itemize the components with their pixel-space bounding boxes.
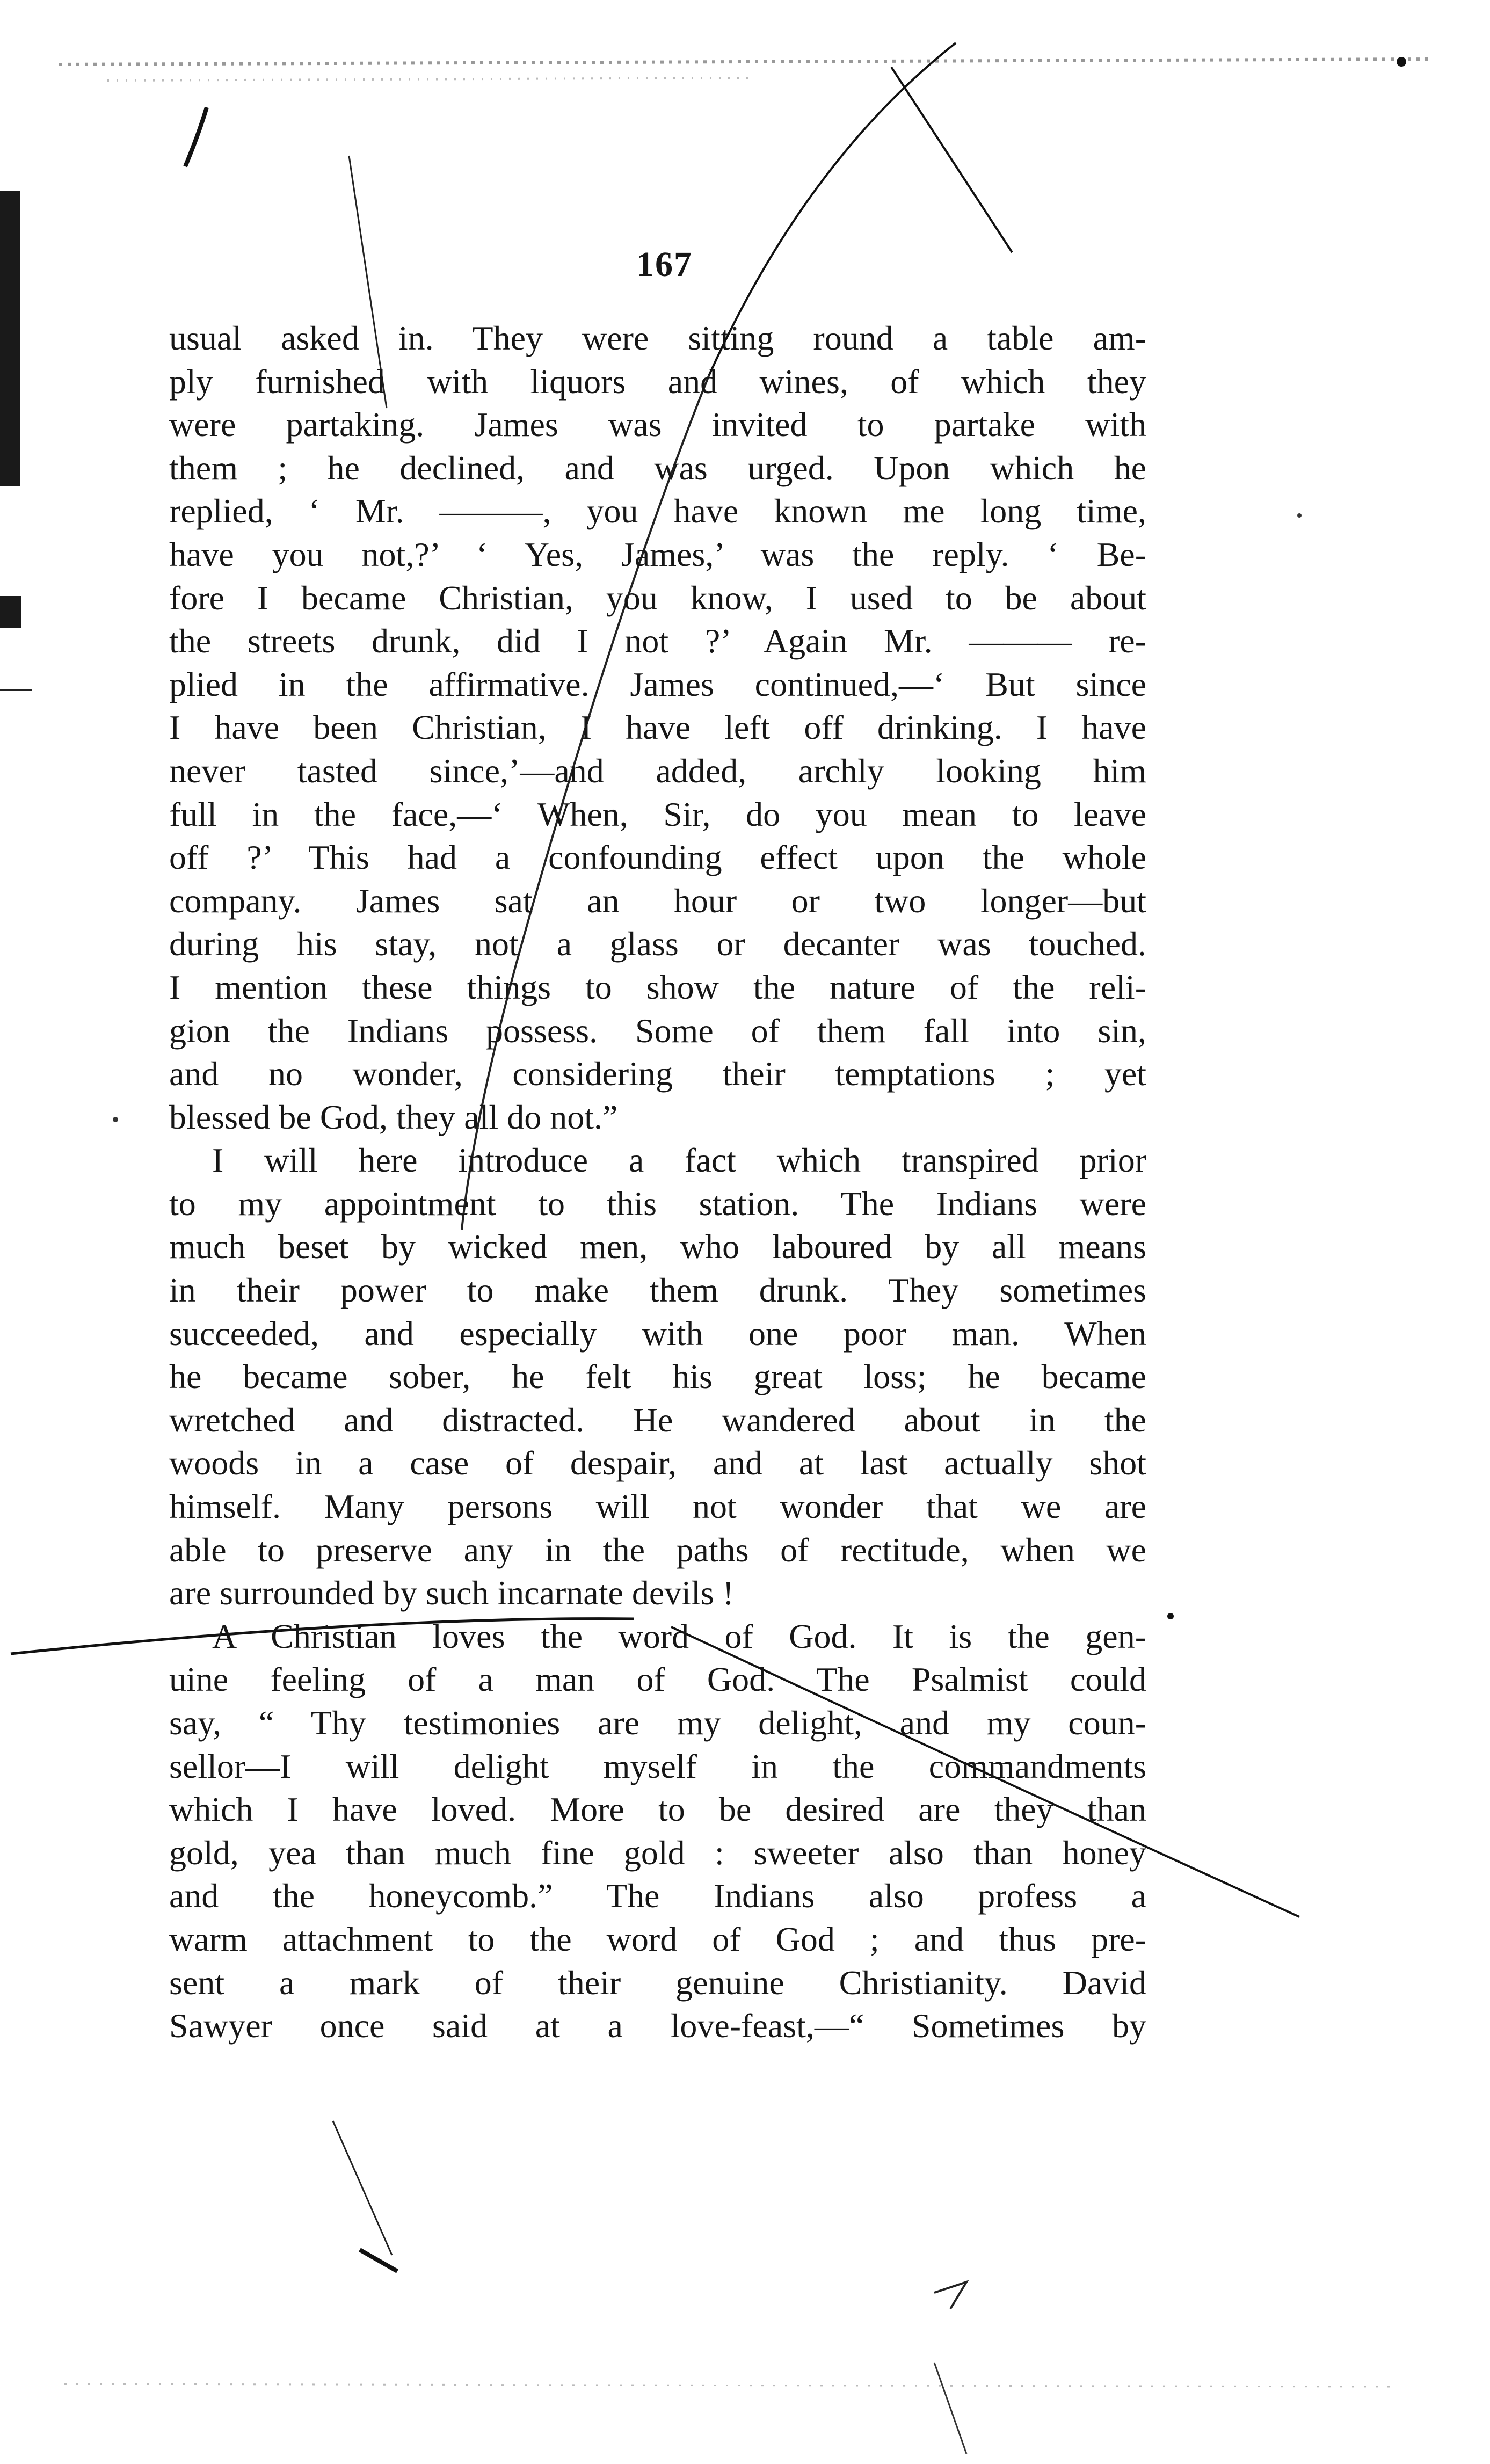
text-line: gion the Indians possess. Some of them fall into sin, bbox=[169, 1011, 1146, 1050]
text-line: sellor—I will delight myself in the commandments bbox=[169, 1747, 1146, 1785]
text-line: and no wonder, considering their temptations ; yet bbox=[169, 1055, 1146, 1093]
text-line: he became sober, he felt his great loss; he became bbox=[169, 1357, 1146, 1396]
text-line: usual asked in. They were sitting round a table am- bbox=[169, 319, 1146, 357]
text-line: off ?’ This had a confounding effect upon the whole bbox=[169, 838, 1146, 877]
text-line: gold, yea than much fine gold : sweeter also than honey bbox=[169, 1833, 1146, 1872]
text-line: were partaking. James was invited to partake with bbox=[169, 405, 1146, 444]
text-line: during his stay, not a glass or decanter was touched. bbox=[169, 925, 1146, 963]
paragraph-3 bbox=[169, 1615, 1146, 2048]
text-line: A Christian loves the word of God. It is the gen- bbox=[212, 1617, 1146, 1655]
text-line: woods in a case of despair, and at last actually shot bbox=[169, 1444, 1146, 1482]
text-line: I will here introduce a fact which transpired prior bbox=[212, 1141, 1146, 1180]
text-line: Sawyer once said at a love-feast,—“ Sometimes by bbox=[169, 2007, 1146, 2045]
text-line: the streets drunk, did I not ?’ Again Mr. ——— re- bbox=[169, 622, 1146, 660]
text-line: plied in the affirmative. James continued,—‘ But since bbox=[169, 665, 1146, 703]
text-line: never tasted since,’—and added, archly looking him bbox=[169, 751, 1146, 790]
text-line: ply furnished with liquors and wines, of which they bbox=[169, 362, 1146, 401]
text-line: replied, ‘ Mr. ———, you have known me long time, bbox=[169, 492, 1146, 530]
text-line: sent a mark of their genuine Christianity. David bbox=[169, 1963, 1146, 2002]
text-line: to my appointment to this station. The Indians were bbox=[169, 1184, 1146, 1223]
paragraph-2 bbox=[169, 1139, 1146, 1615]
text-line: wretched and distracted. He wandered about in the bbox=[169, 1400, 1146, 1439]
text-line: say, “ Thy testimonies are my delight, and my coun- bbox=[169, 1704, 1146, 1742]
text-line: warm attachment to the word of God ; and thus pre- bbox=[169, 1920, 1146, 1958]
text-line: I have been Christian, I have left off drinking. I have bbox=[169, 708, 1146, 747]
page-number: 167 bbox=[636, 245, 693, 284]
text-line: company. James sat an hour or two longer—but bbox=[169, 881, 1146, 920]
body-text bbox=[169, 317, 1146, 2048]
text-line: himself. Many persons will not wonder that we are bbox=[169, 1487, 1146, 1526]
text-line: which I have loved. More to be desired are they than bbox=[169, 1790, 1146, 1829]
text-line: are surrounded by such incarnate devils ! bbox=[169, 1574, 735, 1612]
text-line: blessed be God, they all do not.” bbox=[169, 1097, 618, 1136]
text-line: and the honeycomb.” The Indians also profess a bbox=[169, 1877, 1146, 1915]
text-line: uine feeling of a man of God. The Psalmist could bbox=[169, 1660, 1146, 1699]
text-line: fore I became Christian, you know, I used to be about bbox=[169, 578, 1146, 617]
text-line: full in the face,—‘ When, Sir, do you mean to leave bbox=[169, 795, 1146, 833]
paragraph-1 bbox=[169, 317, 1146, 1139]
text-line: in their power to make them drunk. They sometimes bbox=[169, 1271, 1146, 1310]
text-line: succeeded, and especially with one poor man. When bbox=[169, 1314, 1146, 1353]
text-line: have you not,?’ ‘ Yes, James,’ was the reply. ‘ Be- bbox=[169, 535, 1146, 573]
text-line: I mention these things to show the nature of the reli- bbox=[169, 968, 1146, 1006]
text-line: them ; he declined, and was urged. Upon which he bbox=[169, 448, 1146, 487]
text-line: much beset by wicked men, who laboured by all means bbox=[169, 1227, 1146, 1266]
text-line: able to preserve any in the paths of rectitude, when we bbox=[169, 1530, 1146, 1569]
